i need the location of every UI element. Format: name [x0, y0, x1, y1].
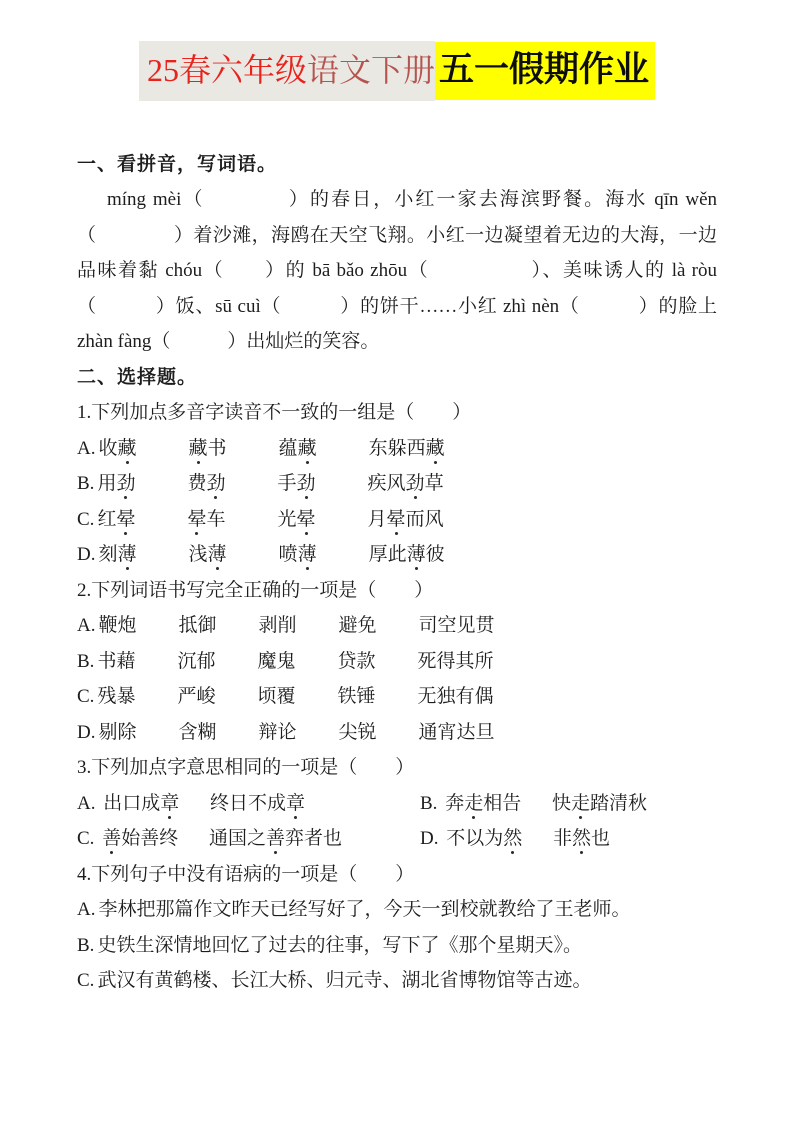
- option-label: C.: [77, 970, 95, 992]
- question-text: 1.下列加点多音字读音不一致的一组是（ ）: [77, 402, 472, 424]
- option-row: [77, 715, 717, 751]
- question-2: [77, 573, 717, 751]
- option-word: 残暴: [97, 686, 136, 708]
- option-phrase: 不以为然: [446, 828, 523, 850]
- option-label: A.: [77, 437, 96, 459]
- option-sentence: 武汉有黄鹤楼、长江大桥、归元寺、湖北省博物馆等古迹。: [97, 970, 592, 992]
- option-word: 顷覆: [257, 686, 296, 708]
- option-row: [77, 786, 717, 822]
- option-row: [77, 431, 717, 467]
- option-row: [77, 502, 717, 538]
- option-word: 藏书: [188, 437, 227, 459]
- pinyin-paragraph: míng mèi（ ）的春日，小红一家去海滨野餐。海水 qīn wěn（ ）着沙滩，海鸥在天空飞翔。小红一边凝望着无边的大海，一边品味着黏 chóu（ ）的 bā bǎo zhōu（ ）、美味诱人的 là ròu（ ）饭、sū cuì（ ）的饼干……小红 zhì nèn（ ）的脸上 zhàn fàng（ ）出灿烂的笑容。: [77, 189, 717, 353]
- option-word: 月晕而风: [367, 508, 444, 530]
- title-subject-segment: 语文下册: [307, 41, 435, 101]
- option-label: B.: [77, 650, 95, 672]
- option-word: 费劲: [187, 473, 226, 495]
- option-label: B.: [420, 792, 438, 814]
- option-pair: [420, 821, 610, 857]
- option-word: 光晕: [277, 508, 316, 530]
- option-pair: [77, 821, 420, 857]
- question-3: [77, 750, 717, 857]
- option-word: 魔鬼: [257, 650, 296, 672]
- option-sentence: 史铁生深情地回忆了过去的往事，写下了《那个星期天》。: [97, 934, 582, 956]
- option-row: [77, 963, 717, 999]
- option-row: [77, 466, 717, 502]
- option-word: 红晕: [97, 508, 136, 530]
- option-word: 剔除: [98, 721, 137, 743]
- question-text: 3.下列加点字意思相同的一项是（ ）: [77, 757, 415, 779]
- option-row: [77, 928, 717, 964]
- title-highlight-segment: 五一假期作业: [435, 42, 655, 100]
- question-text: 2.下列词语书写完全正确的一项是（ ）: [77, 579, 434, 601]
- option-row: [77, 679, 717, 715]
- option-word: 东躲西藏: [368, 437, 445, 459]
- question-text: 4.下列句子中没有语病的一项是（ ）: [77, 863, 415, 885]
- option-label: B.: [77, 934, 95, 956]
- option-word: 含糊: [178, 721, 217, 743]
- option-label: D.: [420, 828, 439, 850]
- option-phrase: 善始善终: [102, 828, 179, 850]
- section-heading-pinyin: 一、看拼音，写词语。: [77, 153, 278, 175]
- option-sentence: 李林把那篇作文昨天已经写好了，今天一到校就教给了王老师。: [98, 899, 631, 921]
- option-word: 抵御: [178, 615, 217, 637]
- option-row: [77, 537, 717, 573]
- option-word: 喷薄: [278, 544, 317, 566]
- option-pair: [77, 786, 420, 822]
- option-row: [77, 644, 717, 680]
- worksheet-content: [77, 147, 717, 999]
- option-word: 司空见贯: [418, 615, 495, 637]
- option-word: 通宵达旦: [418, 721, 495, 743]
- option-label: A.: [77, 792, 96, 814]
- option-label: C.: [77, 828, 95, 850]
- option-word: 刻薄: [98, 544, 137, 566]
- option-phrase: 快走踏清秋: [551, 792, 648, 814]
- option-word: 手劲: [277, 473, 316, 495]
- option-phrase: 奔走相告: [445, 792, 522, 814]
- option-label: A.: [77, 615, 96, 637]
- option-row: [77, 608, 717, 644]
- option-word: 晕车: [187, 508, 226, 530]
- option-word: 书藉: [97, 650, 136, 672]
- option-label: A.: [77, 899, 96, 921]
- option-word: 尖锐: [338, 721, 377, 743]
- option-word: 用劲: [97, 473, 136, 495]
- option-label: D.: [77, 721, 96, 743]
- option-word: 鞭炮: [98, 615, 137, 637]
- option-label: C.: [77, 686, 95, 708]
- option-word: 无独有偶: [417, 686, 494, 708]
- option-word: 疾风劲草: [367, 473, 444, 495]
- option-word: 严峻: [177, 686, 216, 708]
- option-row: [77, 892, 717, 928]
- option-word: 死得其所: [417, 650, 494, 672]
- option-word: 收藏: [98, 437, 137, 459]
- option-word: 辩论: [258, 721, 297, 743]
- option-word: 避免: [338, 615, 377, 637]
- choice-section: [77, 360, 717, 999]
- option-word: 浅薄: [188, 544, 227, 566]
- title-grade-segment: 25春六年级: [139, 41, 307, 101]
- option-word: 沉郁: [177, 650, 216, 672]
- option-phrase: 终日不成章: [210, 792, 306, 814]
- option-label: C.: [77, 508, 95, 530]
- option-phrase: 非然也: [553, 828, 611, 850]
- option-word: 厚此薄彼: [368, 544, 445, 566]
- page-title: [77, 40, 717, 101]
- option-word: 蕴藏: [278, 437, 317, 459]
- option-phrase: 通国之善弈者也: [208, 828, 343, 850]
- option-word: 剥削: [258, 615, 297, 637]
- option-row: [77, 821, 717, 857]
- section-heading-choice: 二、选择题。: [77, 366, 198, 388]
- question-4: [77, 857, 717, 999]
- option-word: 贷款: [337, 650, 376, 672]
- option-label: D.: [77, 544, 96, 566]
- pinyin-section: [77, 147, 717, 360]
- option-word: 铁锤: [337, 686, 376, 708]
- option-phrase: 出口成章: [103, 792, 180, 814]
- option-label: B.: [77, 473, 95, 495]
- option-pair: [420, 786, 647, 822]
- question-1: [77, 395, 717, 573]
